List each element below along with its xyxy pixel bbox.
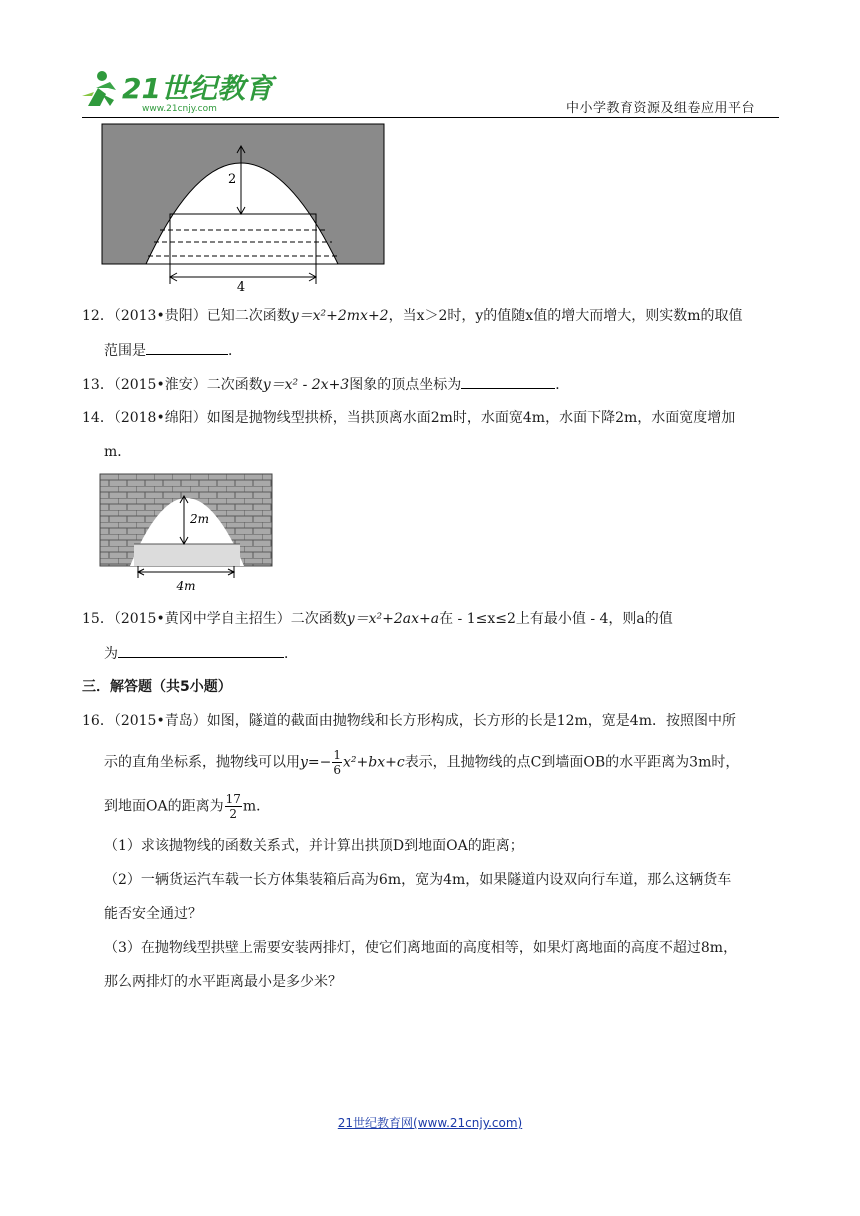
logo-text: 21世纪教育 xyxy=(122,72,273,105)
footer-link[interactable]: 21世纪教育网(www.21cnjy.com) xyxy=(337,1116,523,1130)
question-12-cont: 范围是 ． xyxy=(104,340,242,361)
section-title: 三．解答题（共5小题） xyxy=(82,679,232,695)
runner-icon xyxy=(82,71,116,106)
arch-bridge-diagram xyxy=(100,474,274,594)
site-logo xyxy=(80,66,273,116)
header-divider xyxy=(82,117,779,118)
question-16-part2: （2）一辆货运汽车载一长方体集装箱后高为6m，宽为4m，如果隧道内设双向行车道，那么这辆货车 xyxy=(104,872,732,888)
question-16-part3: （3）在抛物线型拱壁上需要安装两排灯，使它们离地面的高度相等，如果灯离地面的高度不超过8m， xyxy=(104,940,738,956)
question-16-part3-cont: 那么两排灯的水平距离最小是多少米？ xyxy=(104,974,342,990)
question-16-part1: （1）求该抛物线的函数关系式，并计算出拱顶D到地面OA的距离； xyxy=(104,838,524,854)
question-16: 16．（2015•青岛）如图，隧道的截面由抛物线和长方形构成，长方形的长是12m，宽是4m．按照图中所 xyxy=(82,713,736,729)
answer-blank-12[interactable] xyxy=(146,340,228,355)
question-16-line2: 示的直角坐标系，抛物线可以用y=− $\frac{1}{6}$ x²+bx+c表示，且抛物线的点C到墙面OB的水平距离为3m时， xyxy=(104,748,740,777)
question-12: 12．（2013•贵阳）已知二次函数y＝x²+2mx+2，当x＞2时，y的值随x值的增大而增大，则实数m的取值 xyxy=(82,308,743,324)
bridge-height-label: 2m xyxy=(190,512,210,526)
answer-blank-13[interactable] xyxy=(461,374,555,389)
question-16-part2-cont: 能否安全通过？ xyxy=(104,906,202,922)
logo-url: www.21cnjy.com xyxy=(142,104,217,114)
fraction-seventeen-halves: $\frac{17}{2}$ xyxy=(225,792,241,821)
question-16-line3: 到地面OA的距离为 $\frac{17}{2}$ m． xyxy=(104,792,271,821)
height-label: 2 xyxy=(228,172,237,187)
bridge-width-label: 4m xyxy=(176,579,196,593)
question-13: 13．（2015•淮安）二次函数y＝x² - 2x+3图象的顶点坐标为 ． xyxy=(82,374,569,395)
fraction-one-sixth: $\frac{1}{6}$ xyxy=(333,748,342,777)
question-15-cont: 为 ． xyxy=(104,643,298,664)
arch-diagram-1 xyxy=(100,122,386,295)
width-label: 4 xyxy=(236,280,246,295)
question-14-cont: m． xyxy=(104,444,132,460)
header-platform-name: 中小学教育资源及组卷应用平台 xyxy=(566,101,756,116)
answer-blank-15[interactable] xyxy=(118,643,284,658)
question-14: 14．（2018•绵阳）如图是抛物线型拱桥，当拱顶离水面2m时，水面宽4m，水面下降2m，水面宽度增加 xyxy=(82,410,736,426)
question-15: 15．（2015•黄冈中学自主招生）二次函数y＝x²+2ax+a在 - 1≤x≤2上有最小值 - 4，则a的值 xyxy=(82,611,673,627)
